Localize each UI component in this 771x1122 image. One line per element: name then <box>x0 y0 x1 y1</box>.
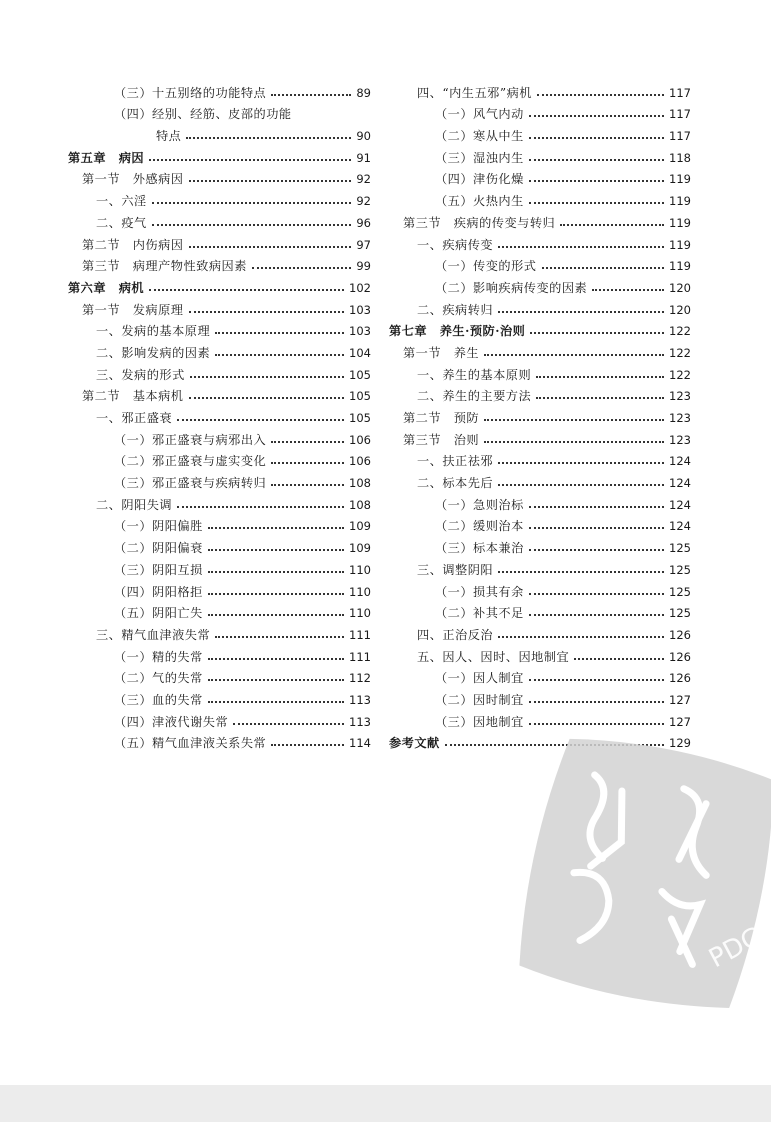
toc-leader-dots <box>215 354 344 356</box>
toc-leader-dots <box>208 527 344 529</box>
toc-entry-page: 124 <box>669 454 691 469</box>
toc-entry-page: 122 <box>669 324 691 339</box>
toc-entry-page: 113 <box>349 714 371 729</box>
toc-entry-page: 122 <box>669 367 691 382</box>
toc-entry-page: 118 <box>669 150 691 165</box>
toc-entry <box>389 708 691 730</box>
toc-leader-dots <box>529 614 664 616</box>
toc-entry-title: 三、发病的形式 <box>96 367 185 382</box>
toc-entry-page: 110 <box>349 562 371 577</box>
toc-entry-page: 89 <box>356 85 371 100</box>
toc-entry <box>389 253 691 275</box>
toc-leader-dots <box>152 224 352 226</box>
toc-entry-title: （四）津伤化燥 <box>435 172 524 187</box>
toc-entry-page: 119 <box>669 237 691 252</box>
toc-entry <box>389 383 691 405</box>
toc-entry-title: （二）阴阳偏衰 <box>114 541 203 556</box>
toc-entry <box>389 404 691 426</box>
pdg-seal-watermark <box>515 738 771 1013</box>
toc-entry <box>68 708 371 730</box>
toc-leader-dots <box>208 549 344 551</box>
toc-entry-title: （一）精的失常 <box>114 649 203 664</box>
toc-entry-title: （四）经别、经筋、皮部的功能 <box>114 107 292 122</box>
toc-entry <box>68 296 371 318</box>
toc-entry-page: 119 <box>669 172 691 187</box>
toc-entry <box>68 665 371 687</box>
toc-entry <box>389 534 691 556</box>
toc-entry-title: 第七章 养生·预防·治则 <box>389 324 526 339</box>
toc-entry-page: 111 <box>349 649 371 664</box>
toc-leader-dots <box>189 311 345 313</box>
toc-entry-title: 参考文献 <box>389 736 440 751</box>
toc-entry <box>68 187 371 209</box>
toc-leader-dots <box>529 202 664 204</box>
toc-entry-page: 103 <box>349 302 371 317</box>
toc-entry-page: 119 <box>669 215 691 230</box>
toc-entry-page: 105 <box>349 411 371 425</box>
toc-entry-page: 92 <box>356 194 371 209</box>
watermark-text: PDG <box>704 921 768 975</box>
toc-entry-title: 第三节 疾病的传变与转归 <box>403 215 556 230</box>
toc-entry-title: 三、调整阴阳 <box>417 562 494 577</box>
toc-leader-dots <box>498 246 664 248</box>
toc-entry-title: （一）风气内动 <box>435 107 524 122</box>
toc-entry <box>68 361 371 383</box>
toc-leader-dots <box>529 180 664 182</box>
toc-entry-title: （三）因地制宜 <box>435 714 524 729</box>
toc-entry-title: （四）津液代谢失常 <box>114 714 229 729</box>
toc-leader-dots <box>498 462 664 464</box>
toc-entry-title: 三、精气血津液失常 <box>96 627 211 642</box>
toc-entry <box>389 426 691 448</box>
toc-entry-page: 125 <box>669 606 691 621</box>
toc-entry-page: 110 <box>349 606 371 621</box>
toc-leader-dots <box>271 441 344 443</box>
toc-leader-dots <box>560 224 664 226</box>
toc-leader-dots <box>208 571 344 573</box>
toc-entry-title: （三）阴阳互损 <box>114 562 203 577</box>
toc-entry <box>389 122 691 144</box>
toc-entry-title: 四、正治反治 <box>417 627 494 642</box>
toc-entry <box>389 686 691 708</box>
toc-entry <box>68 339 371 361</box>
toc-entry-title: （二）影响疾病传变的因素 <box>435 280 588 295</box>
toc-entry <box>68 144 371 166</box>
toc-leader-dots <box>529 115 664 117</box>
toc-entry-page: 92 <box>356 172 371 187</box>
toc-entry <box>68 730 371 752</box>
toc-entry <box>389 361 691 383</box>
toc-leader-dots <box>252 267 351 269</box>
toc-leader-dots <box>177 419 344 421</box>
toc-entry-title: （二）邪正盛衰与虚实变化 <box>114 454 267 469</box>
toc-entry <box>389 513 691 535</box>
toc-right-column <box>389 79 691 751</box>
toc-entry-title: 二、阴阳失调 <box>96 497 173 512</box>
toc-leader-dots <box>537 94 664 96</box>
toc-entry-page: 129 <box>669 736 691 751</box>
toc-entry-page: 110 <box>349 584 371 599</box>
toc-entry-title: （二）气的失常 <box>114 671 203 686</box>
toc-leader-dots <box>529 506 664 508</box>
toc-entry-page: 127 <box>669 692 691 707</box>
scan-bottom-band <box>0 1085 771 1122</box>
toc-entry-page: 97 <box>356 237 371 252</box>
toc-entry <box>389 101 691 123</box>
toc-entry-title: 第一节 发病原理 <box>82 302 184 317</box>
toc-entry-page: 120 <box>669 302 691 317</box>
toc-entry <box>389 79 691 101</box>
toc-entry-title: 一、疾病传变 <box>417 237 494 252</box>
toc-entry-page: 109 <box>349 519 371 534</box>
toc-entry <box>389 144 691 166</box>
toc-leader-dots <box>215 636 344 638</box>
toc-entry <box>68 122 371 144</box>
toc-entry-page: 122 <box>669 345 691 360</box>
toc-entry-page: 117 <box>669 107 691 122</box>
toc-entry <box>68 166 371 188</box>
toc-entry-page: 103 <box>349 324 371 339</box>
toc-entry <box>68 209 371 231</box>
toc-entry-title: 一、养生的基本原则 <box>417 367 532 382</box>
toc-leader-dots <box>189 397 345 399</box>
toc-entry-page: 119 <box>669 259 691 274</box>
toc-entry-title: （四）阴阳格拒 <box>114 584 203 599</box>
toc-leader-dots <box>592 289 664 291</box>
toc-entry-title: （一）急则治标 <box>435 497 524 512</box>
toc-leader-dots <box>484 354 664 356</box>
toc-leader-dots <box>271 462 344 464</box>
toc-entry <box>68 253 371 275</box>
toc-leader-dots <box>529 527 664 529</box>
toc-entry-title: 第二节 内伤病因 <box>82 237 184 252</box>
toc-entry-title: 一、邪正盛衰 <box>96 411 173 425</box>
toc-leader-dots <box>529 723 664 725</box>
toc-entry <box>389 665 691 687</box>
toc-entry <box>389 166 691 188</box>
toc-entry-page: 124 <box>669 519 691 534</box>
toc-entry-title: 二、标本先后 <box>417 476 494 491</box>
toc-entry-title: 第六章 病机 <box>68 280 145 295</box>
toc-leader-dots <box>574 658 664 660</box>
toc-entry-page: 125 <box>669 562 691 577</box>
toc-leader-dots <box>186 137 351 139</box>
toc-leader-dots <box>536 376 664 378</box>
toc-entry-page: 127 <box>669 714 691 729</box>
toc-entry-title: （二）补其不足 <box>435 606 524 621</box>
toc-entry-page: 106 <box>349 454 371 469</box>
toc-leader-dots <box>529 549 664 551</box>
toc-entry <box>68 231 371 253</box>
toc-entry-page: 104 <box>349 345 371 360</box>
toc-leader-dots <box>529 159 664 161</box>
toc-leader-dots <box>529 701 664 703</box>
toc-leader-dots <box>484 441 664 443</box>
toc-entry-page: 102 <box>349 280 371 295</box>
toc-entry-page: 124 <box>669 476 691 491</box>
toc-entry-page: 108 <box>349 476 371 491</box>
toc-leader-dots <box>190 376 344 378</box>
toc-leader-dots <box>529 137 664 139</box>
toc-entry-title: 第三节 病理产物性致病因素 <box>82 259 247 274</box>
toc-entry-page: 117 <box>669 85 691 100</box>
toc-entry-title: （五）精气血津液关系失常 <box>114 736 267 751</box>
toc-entry-title: 特点 <box>156 129 182 144</box>
toc-entry-title: 一、扶正祛邪 <box>417 454 494 469</box>
toc-leader-dots <box>149 159 351 161</box>
toc-leader-dots <box>208 701 344 703</box>
toc-left-column <box>68 79 371 751</box>
toc-entry-title: 第三节 治则 <box>403 432 480 447</box>
toc-leader-dots <box>233 723 344 725</box>
toc-leader-dots <box>536 397 664 399</box>
toc-entry <box>389 296 691 318</box>
toc-leader-dots <box>498 311 664 313</box>
toc-entry-title: （三）血的失常 <box>114 692 203 707</box>
toc-entry-page: 120 <box>669 280 691 295</box>
toc-entry-title: 二、疾病转归 <box>417 302 494 317</box>
toc-entry-page: 119 <box>669 194 691 209</box>
toc-entry-title: （三）标本兼治 <box>435 541 524 556</box>
toc-entry-title: （一）邪正盛衰与病邪出入 <box>114 432 267 447</box>
toc-leader-dots <box>149 289 344 291</box>
toc-entry <box>68 513 371 535</box>
toc-entry-title: 第五章 病因 <box>68 150 145 165</box>
toc-leader-dots <box>498 484 664 486</box>
toc-entry-page: 111 <box>349 627 371 642</box>
toc-entry-page: 105 <box>349 389 371 404</box>
toc-entry-page: 125 <box>669 541 691 556</box>
toc-entry <box>68 469 371 491</box>
toc-entry-title: 二、影响发病的因素 <box>96 345 211 360</box>
toc-entry <box>68 600 371 622</box>
toc-entry <box>68 578 371 600</box>
toc-entry <box>389 491 691 513</box>
toc-entry <box>389 448 691 470</box>
toc-entry-page: 109 <box>349 541 371 556</box>
toc-leader-dots <box>271 94 351 96</box>
toc-leader-dots <box>215 332 344 334</box>
toc-leader-dots <box>189 180 352 182</box>
toc-entry-page: 113 <box>349 692 371 707</box>
toc-entry-title: （一）传变的形式 <box>435 259 537 274</box>
toc-entry <box>389 600 691 622</box>
toc-leader-dots <box>529 593 664 595</box>
toc-entry-title: 第二节 预防 <box>403 411 480 425</box>
toc-entry-page: 105 <box>349 367 371 382</box>
toc-entry-page: 126 <box>669 671 691 686</box>
toc-entry <box>389 187 691 209</box>
toc-entry-title: （三）湿浊内生 <box>435 150 524 165</box>
toc-entry-page: 124 <box>669 497 691 512</box>
toc-entry-title: （一）损其有余 <box>435 584 524 599</box>
toc-entry-title: （三）十五别络的功能特点 <box>114 85 267 100</box>
toc-entry-title: （二）寒从中生 <box>435 129 524 144</box>
toc-entry <box>389 339 691 361</box>
toc-entry-title: （五）阴阳亡失 <box>114 606 203 621</box>
toc-entry <box>389 318 691 340</box>
toc-entry-title: 四、“内生五邪”病机 <box>417 85 532 100</box>
toc-entry-page: 123 <box>669 432 691 447</box>
toc-entry-page: 99 <box>356 259 371 274</box>
toc-entry-title: 一、六淫 <box>96 194 147 209</box>
toc-entry <box>389 621 691 643</box>
toc-entry-title: 第一节 外感病因 <box>82 172 184 187</box>
toc-entry <box>68 383 371 405</box>
toc-entry <box>389 209 691 231</box>
toc-entry <box>389 274 691 296</box>
toc-entry-title: 二、疫气 <box>96 215 147 230</box>
toc-entry-title: 五、因人、因时、因地制宜 <box>417 649 570 664</box>
toc-entry-title: （二）缓则治本 <box>435 519 524 534</box>
toc-entry-page: 126 <box>669 649 691 664</box>
toc-leader-dots <box>208 614 344 616</box>
toc-leader-dots <box>208 679 344 681</box>
toc-entry-page: 114 <box>349 736 371 751</box>
toc-leader-dots <box>542 267 665 269</box>
toc-entry <box>68 79 371 101</box>
toc-leader-dots <box>484 419 664 421</box>
toc-leader-dots <box>152 202 352 204</box>
toc-entry <box>68 491 371 513</box>
toc-entry-page: 96 <box>356 215 371 230</box>
toc-entry <box>68 534 371 556</box>
toc-entry-page: 106 <box>349 432 371 447</box>
toc-entry <box>389 578 691 600</box>
toc-entry-page: 117 <box>669 129 691 144</box>
toc-leader-dots <box>498 571 664 573</box>
toc-entry <box>68 621 371 643</box>
toc-entry-title: 第二节 基本病机 <box>82 389 184 404</box>
toc-entry <box>389 469 691 491</box>
toc-entry-page: 126 <box>669 627 691 642</box>
toc-entry-page: 123 <box>669 411 691 425</box>
toc-entry-title: （三）邪正盛衰与疾病转归 <box>114 476 267 491</box>
toc-entry <box>68 426 371 448</box>
toc-entry-title: 第一节 养生 <box>403 345 480 360</box>
toc-entry-page: 90 <box>356 129 371 144</box>
toc-leader-dots <box>498 636 664 638</box>
toc-entry <box>389 231 691 253</box>
toc-entry-title: 一、发病的基本原理 <box>96 324 211 339</box>
toc-entry <box>68 686 371 708</box>
toc-entry <box>68 448 371 470</box>
toc-leader-dots <box>208 658 344 660</box>
toc-entry-title: （五）火热内生 <box>435 194 524 209</box>
toc-entry-page: 108 <box>349 497 371 512</box>
toc-entry <box>68 101 371 123</box>
toc-entry <box>389 556 691 578</box>
toc-entry <box>68 643 371 665</box>
toc-entry-page: 91 <box>356 150 371 165</box>
toc-leader-dots <box>271 484 344 486</box>
toc-entry <box>68 556 371 578</box>
toc-entry-page: 123 <box>669 389 691 404</box>
toc-leader-dots <box>529 679 664 681</box>
toc-entry-page: 112 <box>349 671 371 686</box>
toc-leader-dots <box>177 506 344 508</box>
toc-leader-dots <box>208 593 344 595</box>
toc-leader-dots <box>189 246 352 248</box>
toc-entry-title: （一）阴阳偏胜 <box>114 519 203 534</box>
toc-entry-page: 125 <box>669 584 691 599</box>
toc-leader-dots <box>530 332 664 334</box>
toc-entry <box>68 404 371 426</box>
toc-entry-title: （二）因时制宜 <box>435 692 524 707</box>
toc-entry <box>68 318 371 340</box>
toc-entry-title: （一）因人制宜 <box>435 671 524 686</box>
toc-entry <box>389 643 691 665</box>
toc-leader-dots <box>271 744 344 746</box>
toc-entry <box>68 274 371 296</box>
toc-entry-title: 二、养生的主要方法 <box>417 389 532 404</box>
